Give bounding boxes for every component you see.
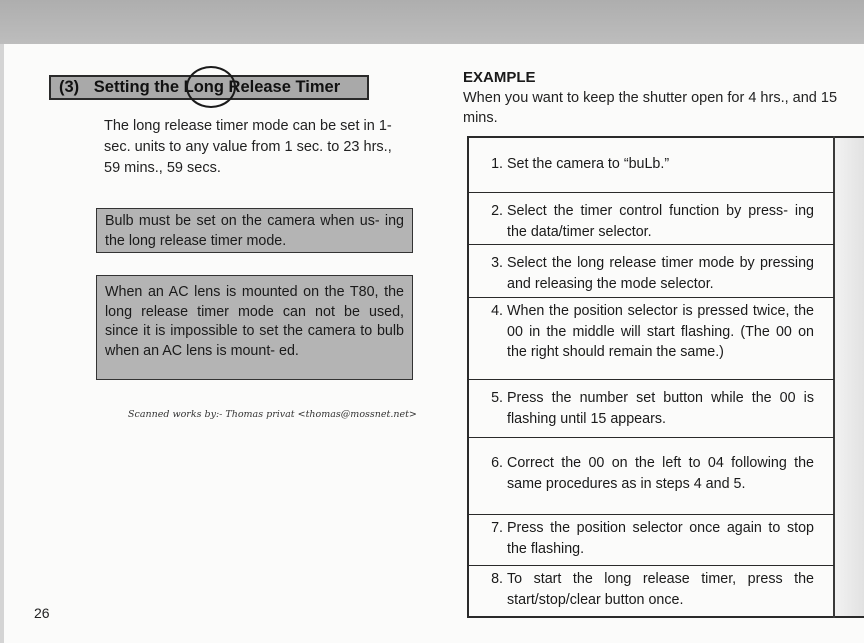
step-number: 7. xyxy=(491,520,503,536)
page-number: 26 xyxy=(34,605,50,621)
step-row xyxy=(467,565,834,618)
example-description: When you want to keep the shutter open for 4 hrs., and 15 mins. xyxy=(463,90,838,126)
step-text: Press the position selector once again to stop the flashing. xyxy=(507,520,814,557)
step-text: Correct the 00 on the left to 04 following the same procedures as in steps 4 and 5. xyxy=(507,455,814,492)
step-text: To start the long release timer, press the start/stop/clear button once. xyxy=(507,571,814,608)
section-title-text-after: Release Timer xyxy=(228,78,341,96)
section-title-text-before: Setting the xyxy=(93,78,180,96)
step-text: Select the timer control function by press- ing the data/timer selector. xyxy=(507,203,814,240)
note-bulb-required: Bulb must be set on the camera when us- ing the long release timer mode. xyxy=(96,208,413,253)
step-number: 3. xyxy=(491,255,503,271)
hand-drawn-circle-annotation xyxy=(183,66,236,108)
intro-paragraph: The long release timer mode can be set in 1-sec. units to any value from 1 sec. to 23 hrs., 59 mins., 59 secs. xyxy=(104,118,392,176)
step-text: Set the camera to “buLb.” xyxy=(507,156,670,172)
step-text: Press the number set button while the 00 is flashing until 15 appears. xyxy=(507,390,814,427)
step-number: 5. xyxy=(491,390,503,406)
section-title-circled-word: Long xyxy=(183,78,224,96)
scan-credit: Scanned works by:- Thomas privat <thomas@mossnet.net> xyxy=(128,409,417,420)
note-ac-lens: When an AC lens is mounted on the T80, the long release timer mode can not be used, since it is impossible to set the camera to bulb when an AC lens is mount- ed. xyxy=(96,275,413,380)
step-text: When the position selector is pressed twice, the 00 in the middle will start flashing. (The 00 on the right should remain the same.) xyxy=(507,303,814,360)
example-heading: EXAMPLE xyxy=(463,69,536,86)
section-number: (3) xyxy=(59,78,80,96)
page-edge xyxy=(0,44,4,643)
step-number: 2. xyxy=(491,203,503,219)
step-text: Select the long release timer mode by pressing and releasing the mode selector. xyxy=(507,255,814,292)
step-number: 8. xyxy=(491,571,503,587)
step-row xyxy=(467,514,834,565)
step-row xyxy=(467,192,834,244)
page-header-band xyxy=(0,0,864,44)
step-row xyxy=(467,437,834,514)
step-row xyxy=(467,136,834,192)
step-number: 1. xyxy=(491,156,503,172)
step-row xyxy=(467,379,834,437)
step-row xyxy=(467,297,834,379)
step-number: 4. xyxy=(491,303,503,319)
step-row xyxy=(467,244,834,297)
step-number: 6. xyxy=(491,455,503,471)
